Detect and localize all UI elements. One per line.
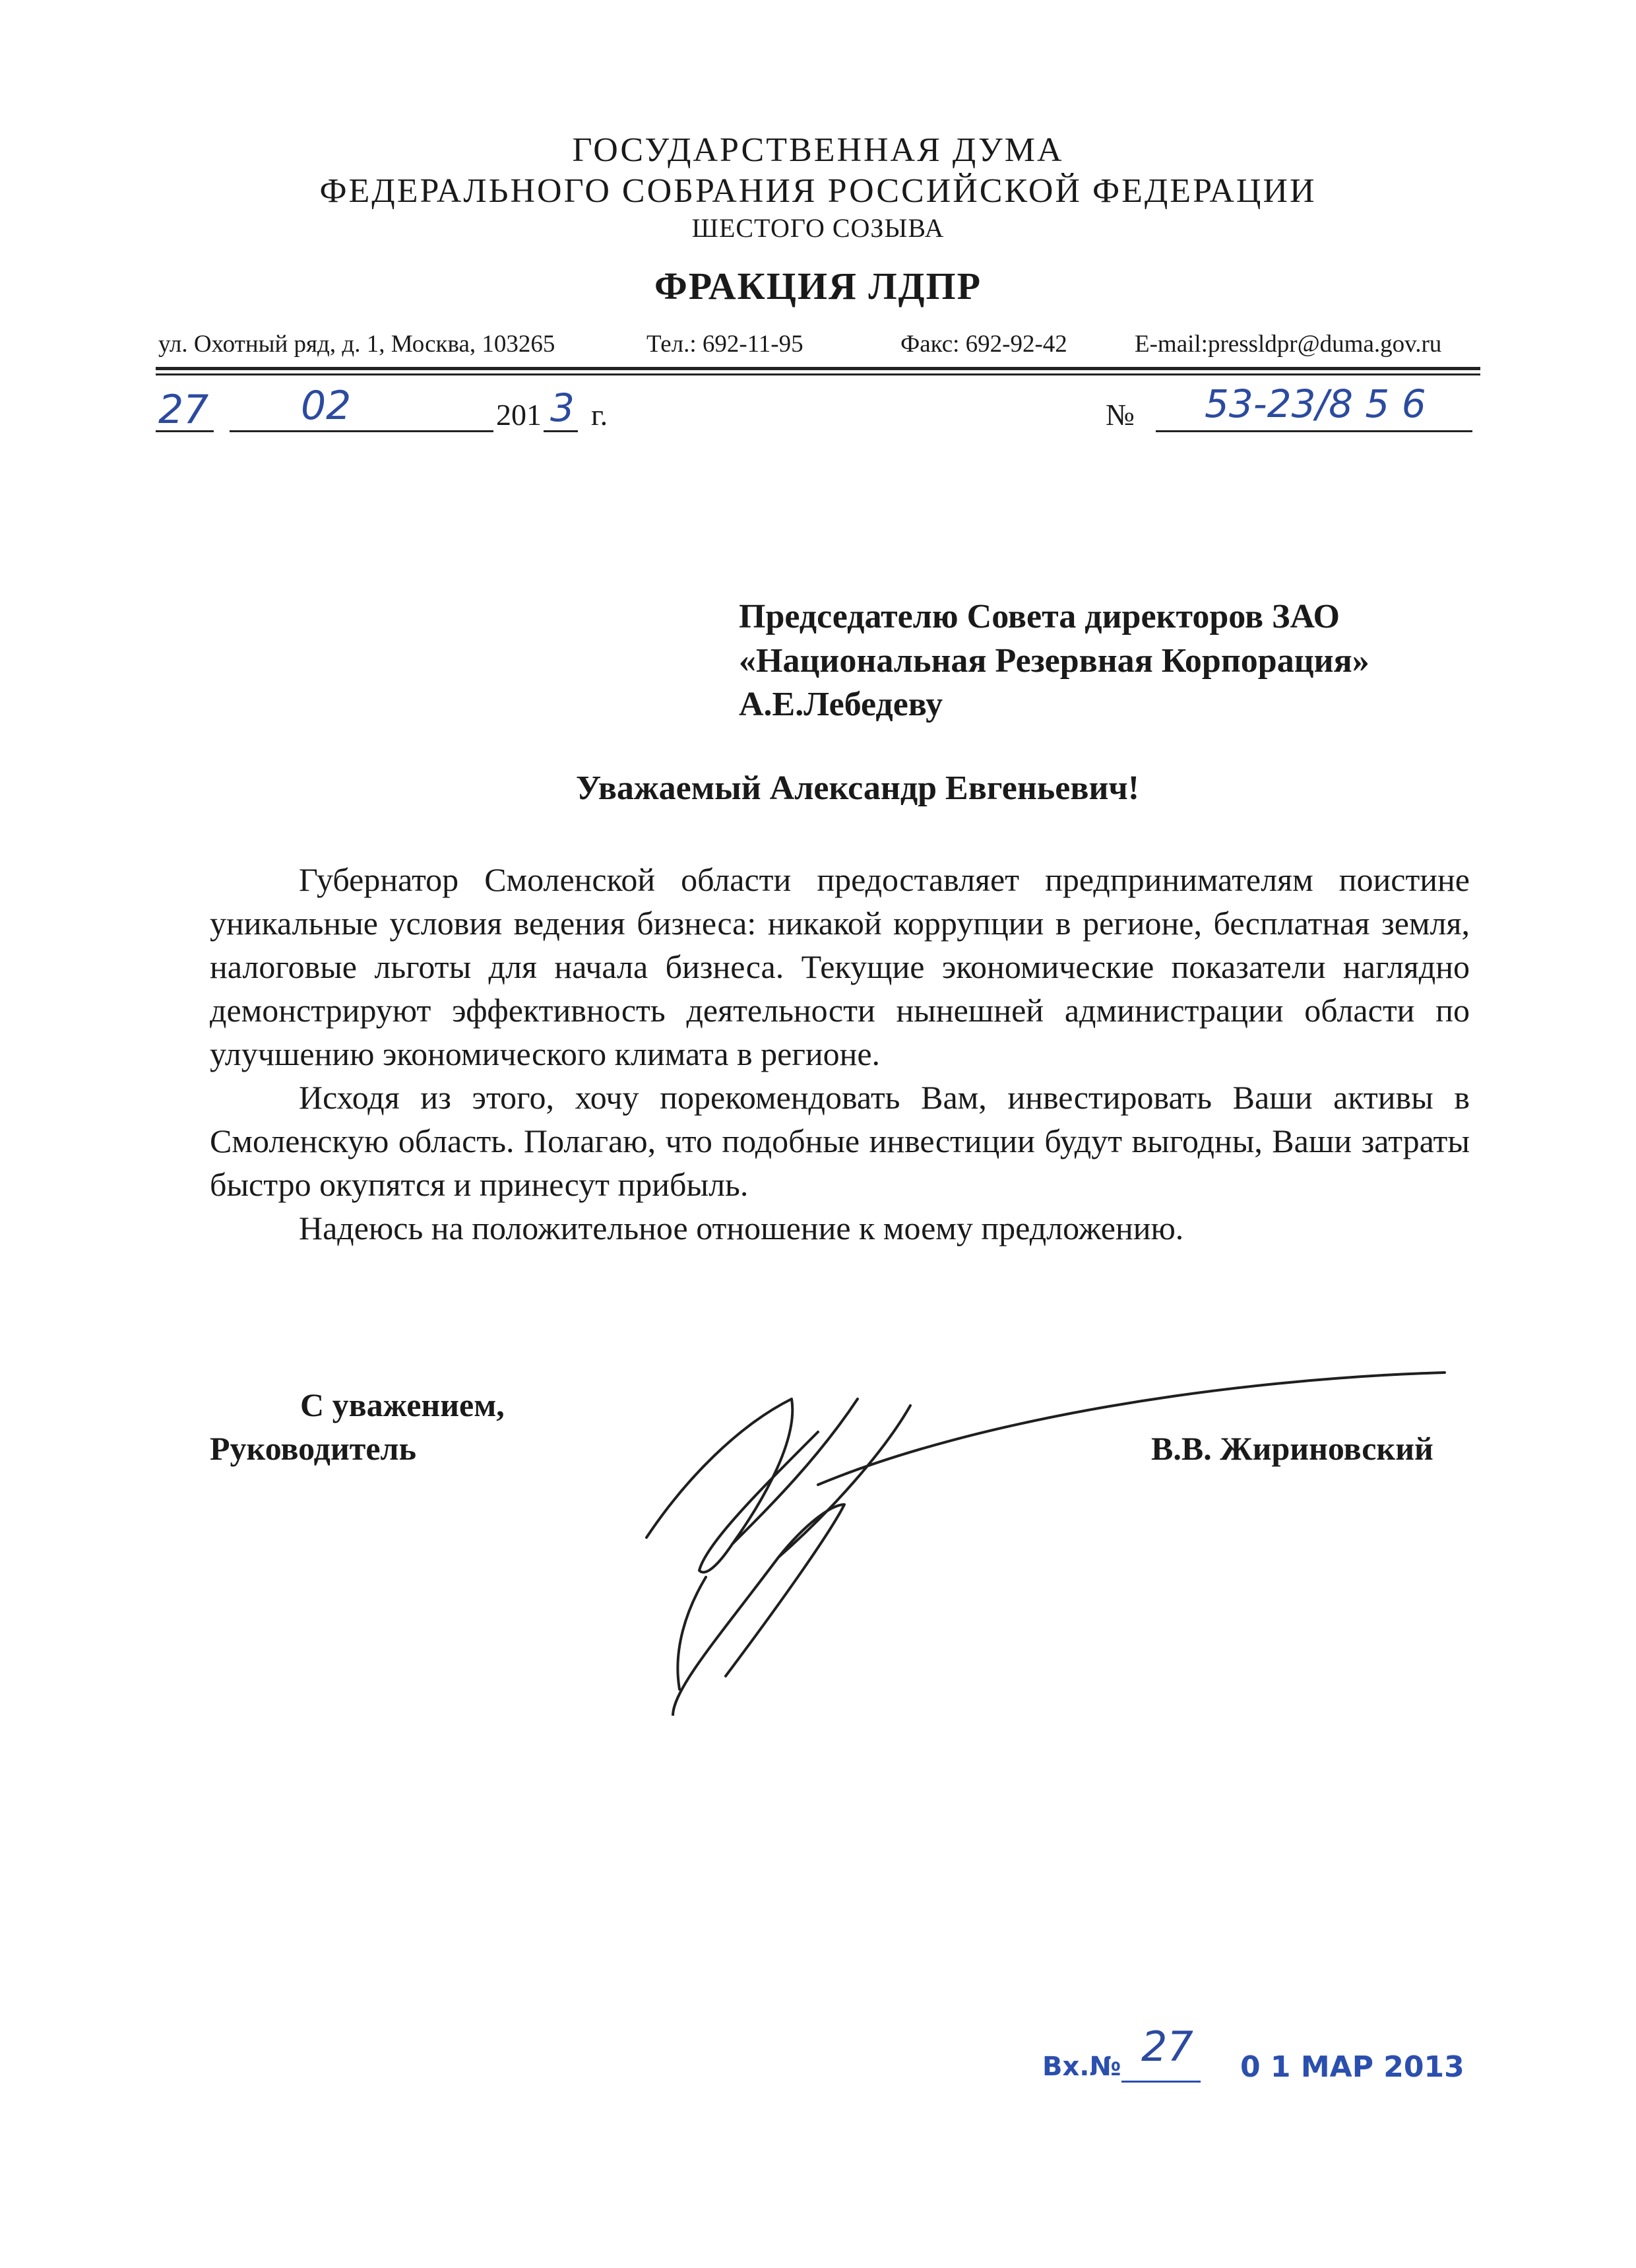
closing-position: Руководитель (210, 1430, 417, 1467)
letter-body (210, 858, 1470, 1250)
closing-regards: С уважением, (300, 1386, 505, 1423)
outgoing-number: 53-23/8 5 6 (1205, 381, 1426, 426)
addressee-line-1: Председателю Совета директоров ЗАО (739, 598, 1340, 635)
date-year-suffix: 3 (550, 385, 575, 430)
number-line (1106, 381, 1475, 436)
date-day: 27 (158, 387, 209, 433)
date-month-blank (230, 396, 493, 432)
number-label: № (1106, 398, 1135, 432)
body-paragraph-1: Губернатор Смоленской области предоставляет предпринимателям поистине уникальные условия ведения бизнеса: никакой коррупции в регионе, бесплатная земля, налоговые льготы для начала бизнеса. Текущие экономические показатели наглядно демонстрируют эффективность деятельности нынешней администрации области по улучшению экономического климата в регионе. (210, 861, 1470, 1072)
contact-fax: Факс: 692-92-42 (900, 331, 1067, 358)
date-year-mark: г. (591, 398, 608, 432)
header-duma: ГОСУДАРСТВЕННАЯ ДУМА (572, 131, 1064, 169)
header-rule-thin (156, 373, 1480, 375)
closing-signer: В.В. Жириновский (1151, 1430, 1433, 1467)
contact-email: E-mail:pressldpr@duma.gov.ru (1135, 331, 1442, 358)
body-paragraph-2: Исходя из этого, хочу порекомендовать Вам, инвестировать Ваши активы в Смоленскую область. Полагаю, что подобные инвестиции будут выгодны, Ваши затраты быстро окупятся и принесут прибыль. (210, 1079, 1470, 1203)
greeting: Уважаемый Александр Евгеньевич! (575, 769, 1140, 807)
header-rule (156, 367, 1480, 370)
header-convocation: ШЕСТОГО СОЗЫВА (691, 213, 945, 243)
stamp-number: 27 (1141, 2023, 1193, 2071)
stamp-number-blank (1121, 2081, 1201, 2083)
addressee-line-3: А.Е.Лебедеву (739, 686, 943, 723)
addressee-line-2: «Национальная Резервная Корпорация» (739, 642, 1369, 680)
stamp-label: Вх.№ (1042, 2052, 1121, 2082)
signature (633, 1346, 1451, 1716)
date-line (156, 383, 657, 436)
incoming-stamp (1042, 2023, 1464, 2089)
date-year-prefix: 201 (496, 398, 542, 432)
faction-title: ФРАКЦИЯ ЛДПР (654, 265, 982, 308)
stamp-date: 0 1 МАР 2013 (1240, 2050, 1464, 2084)
contact-phone: Тел.: 692-11-95 (646, 331, 803, 358)
contact-address: ул. Охотный ряд, д. 1, Москва, 103265 (158, 331, 555, 358)
date-month: 02 (301, 383, 352, 429)
body-paragraph-3: Надеюсь на положительное отношение к моему предложению. (299, 1210, 1184, 1247)
header-assembly: ФЕДЕРАЛЬНОГО СОБРАНИЯ РОССИЙСКОЙ ФЕДЕРАЦИИ (319, 172, 1317, 210)
